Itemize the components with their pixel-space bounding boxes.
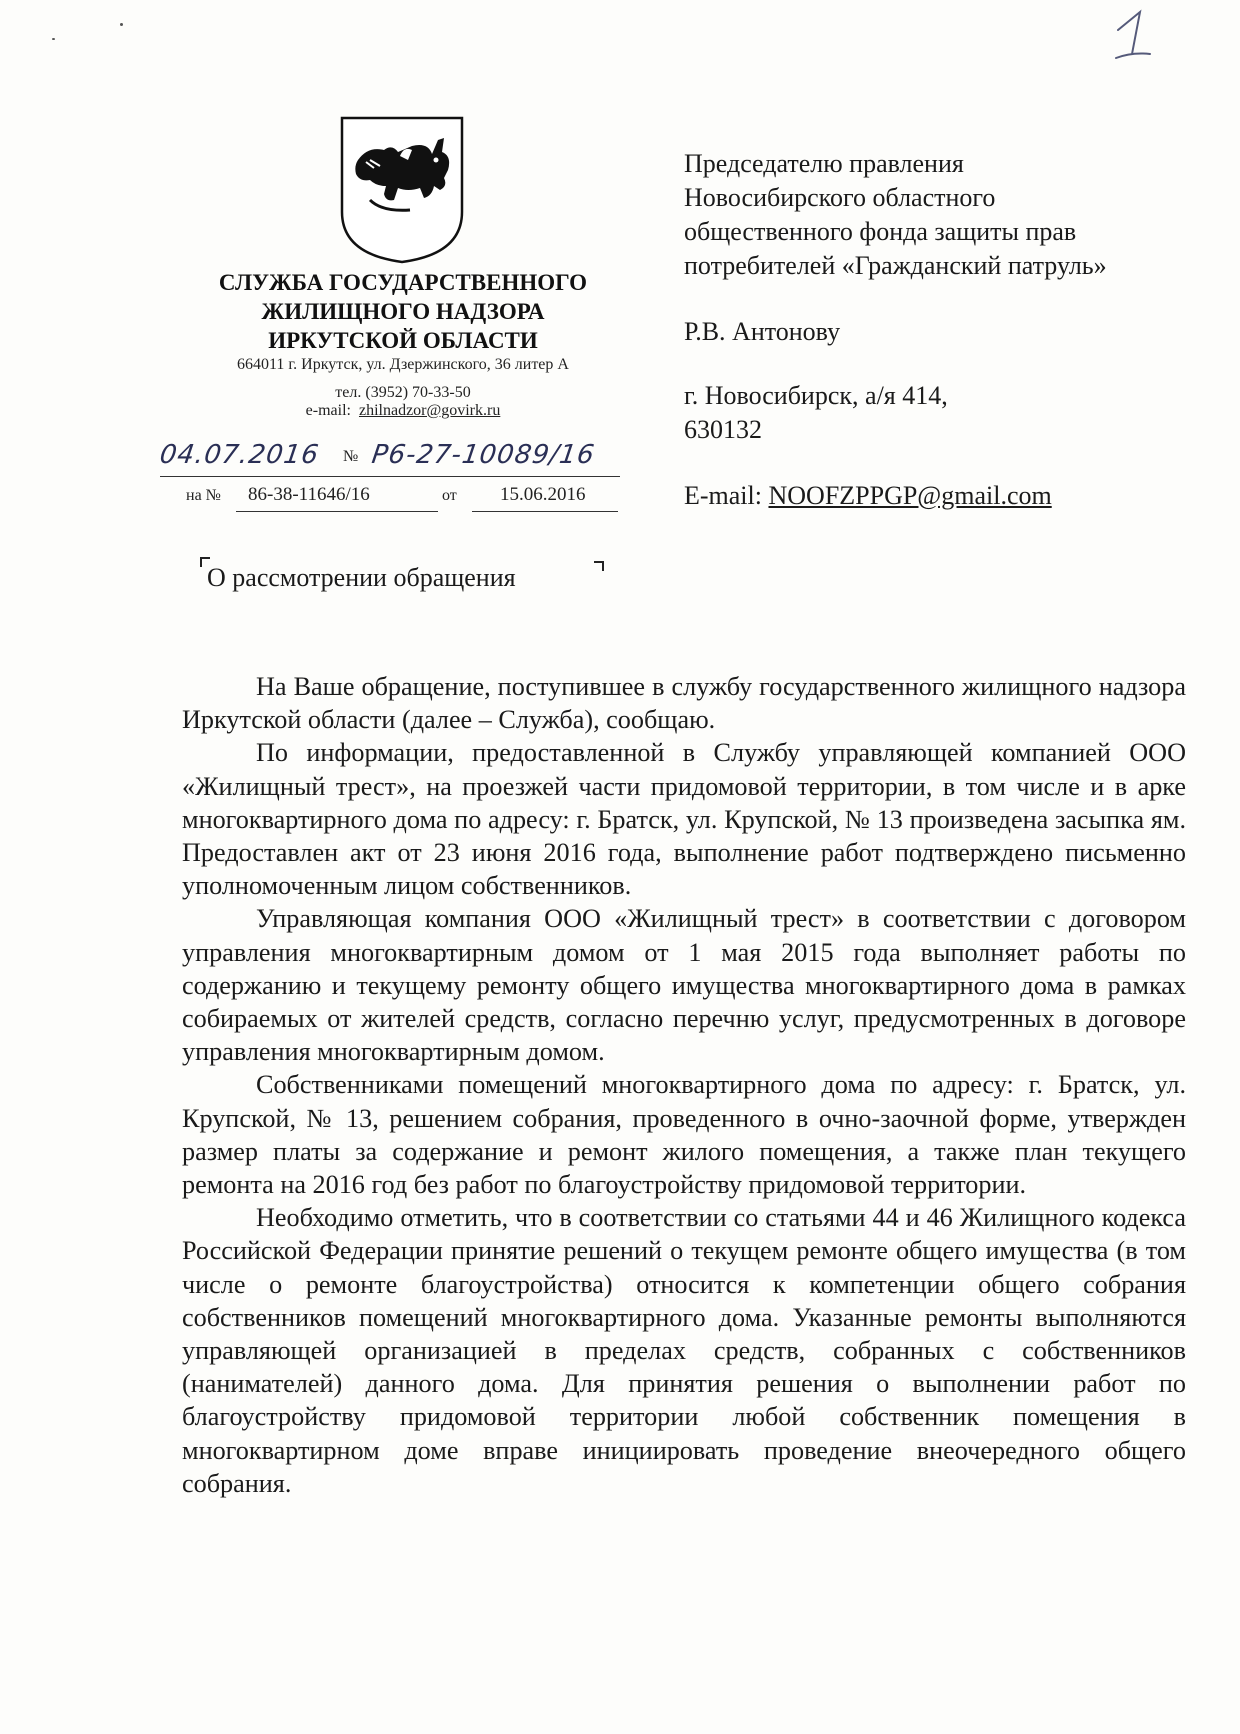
sender-email-link[interactable]: zhilnadzor@govirk.ru bbox=[358, 402, 501, 419]
reference-date-label: от bbox=[442, 487, 457, 504]
letter-body bbox=[182, 670, 1186, 1500]
org-name-line: ЖИЛИЩНОГО НАДЗОРА bbox=[261, 299, 545, 324]
body-paragraph: Управляющая компания ООО «Жилищный трест» в соответствии с договором управления многоквартирным домом от 1 мая 2015 года выполняет работы по содержанию и текущему ремонту общего имущества многоквартирного дома в рамках собираемых от жителей средств, согласно перечню услуг, предусмотренных в договоре управления многоквартирным домом. bbox=[182, 904, 1186, 1067]
scan-speck bbox=[120, 23, 123, 26]
subject-corner-right bbox=[594, 561, 604, 571]
outgoing-date: 04.07.2016 bbox=[157, 440, 321, 470]
sender-organization bbox=[170, 268, 636, 355]
recipient-email-label: E-mail: bbox=[684, 481, 762, 510]
recipient-title-line: потребителей «Гражданский патруль» bbox=[684, 251, 1107, 280]
handwritten-page-number bbox=[1110, 8, 1154, 64]
recipient-address-line: г. Новосибирск, а/я 414, bbox=[684, 381, 948, 410]
body-paragraph: По информации, предоставленной в Службу управляющей компанией ООО «Жилищный трест», на проезжей части придомовой территории, в том числе и в арке многоквартирного дома по адресу: г. Братск, ул. Крупской, № 13 произведена засыпка ям. Предоставлен акт от 23 июня 2016 года, выполнение работ подтверждено письменно уполномоченным лицом собственников. bbox=[182, 738, 1186, 901]
reference-number-underline bbox=[236, 511, 438, 512]
coat-of-arms-emblem bbox=[340, 116, 464, 264]
reference-date-underline bbox=[472, 511, 618, 512]
scan-speck bbox=[52, 38, 55, 40]
sender-phone: тел. (3952) 70-33-50 bbox=[335, 384, 471, 401]
recipient-email-link[interactable]: NOOFZPPGP@gmail.com bbox=[768, 481, 1052, 510]
reference-number: 86-38-11646/16 bbox=[248, 484, 370, 505]
reference-number-label: на № bbox=[186, 487, 221, 504]
sender-contacts bbox=[170, 384, 636, 420]
recipient-block bbox=[684, 147, 1204, 513]
outgoing-underline bbox=[160, 476, 620, 477]
recipient-title-line: Председателю правления bbox=[684, 149, 964, 178]
outgoing-number-label: № bbox=[343, 448, 359, 465]
body-paragraph: Необходимо отметить, что в соответствии со статьями 44 и 46 Жилищного кодекса Российской Федерации принятие решений о текущем ремонте общего имущества (в том числе о ремонте благоустройства) относится к компетенции общего собрания собственников помещений многоквартирного дома. Указанные ремонты выполняются управляющей организацией в пределах средств, собранных с собственников (нанимателей) данного дома. Для принятия решения о выполнении работ по благоустройству придомовой территории любой собственник помещения в многоквартирном доме вправе инициировать проведение внеочередного общего собрания. bbox=[182, 1203, 1186, 1498]
sender-address: 664011 г. Иркутск, ул. Дзержинского, 36 литер А bbox=[237, 356, 569, 373]
outgoing-number: Р6-27-10089/16 bbox=[369, 440, 597, 470]
recipient-name: Р.В. Антонову bbox=[684, 317, 841, 346]
letter-subject: О рассмотрении обращения bbox=[207, 563, 516, 592]
reference-date: 15.06.2016 bbox=[500, 484, 586, 505]
recipient-postcode: 630132 bbox=[684, 415, 762, 444]
org-name-line: ИРКУТСКОЙ ОБЛАСТИ bbox=[268, 328, 538, 353]
sender-email-label: e-mail: bbox=[305, 402, 351, 419]
body-paragraph: На Ваше обращение, поступившее в службу государственного жилищного надзора Иркутской области (далее – Служба), сообщаю. bbox=[182, 672, 1186, 735]
recipient-title-line: Новосибирского областного bbox=[684, 183, 996, 212]
org-name-line: СЛУЖБА ГОСУДАРСТВЕННОГО bbox=[218, 270, 588, 295]
recipient-email-row bbox=[684, 479, 1204, 513]
recipient-title-line: общественного фонда защиты прав bbox=[684, 217, 1077, 246]
body-paragraph: Собственниками помещений многоквартирного дома по адресу: г. Братск, ул. Крупской, № 13, решением собрания, проведенного в очно-заочной форме, утвержден размер платы за содержание и ремонт жилого помещения, а также план текущего ремонта на 2016 год без работ по благоустройству придомовой территории. bbox=[182, 1070, 1186, 1200]
